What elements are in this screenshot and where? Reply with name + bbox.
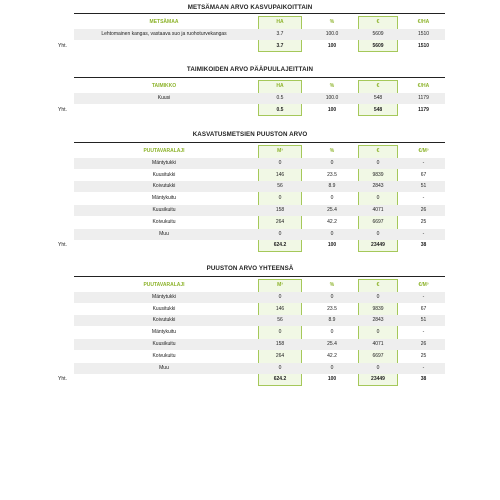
cell-value: 1510 [417, 30, 430, 37]
table-row [74, 292, 445, 303]
cell-value: - [422, 293, 425, 300]
cell-value: 548 [373, 94, 383, 101]
cell-value: - [422, 230, 425, 237]
cell-value: 264 [275, 352, 285, 359]
cell-value: 8.9 [328, 183, 336, 190]
row-label: Koivutukki [152, 317, 176, 324]
cell-value: 548 [373, 106, 383, 113]
section-rule [74, 276, 445, 277]
cell-value: HA [276, 19, 284, 25]
cell-value: 0 [330, 159, 334, 166]
row-label: PUUTAVARALAJI [143, 148, 185, 154]
cell-value: 23449 [371, 376, 385, 383]
cell-value: 100 [327, 376, 337, 383]
row-label: Lehtomainen kangas, vastaava suo ja ruohoturvekangas [101, 30, 227, 37]
table-header [74, 17, 445, 28]
cell-value: 0 [278, 230, 282, 237]
row-label [74, 374, 254, 385]
cell-value: % [329, 148, 335, 154]
cell-value: €/M³ [418, 282, 429, 288]
cell-value: € [376, 282, 380, 288]
cell-value: 5609 [372, 42, 384, 49]
cell-value: €/M³ [418, 148, 429, 154]
cell-value: 0 [376, 364, 380, 371]
cell-value: €/HA [417, 19, 430, 25]
cell-value: 0 [376, 195, 380, 202]
cell-value: 0 [376, 159, 380, 166]
table-header [74, 146, 445, 157]
table-row [74, 304, 445, 315]
table-row [74, 170, 445, 181]
table-row [74, 193, 445, 204]
cell-value: 6697 [372, 218, 384, 225]
total-label: Yht. [58, 42, 67, 49]
section-title: PUUSTON ARVO YHTEENSÄ [206, 265, 294, 272]
cell-value: 23449 [371, 242, 385, 249]
cell-value: 2843 [372, 317, 384, 324]
cell-value: 0 [278, 159, 282, 166]
cell-value: 4071 [372, 341, 384, 347]
row-label: Muu [159, 230, 169, 237]
table-row [74, 205, 445, 216]
cell-value: 25.4 [327, 207, 337, 213]
row-label: Mäntytukki [152, 159, 176, 166]
cell-value: 5609 [372, 30, 384, 37]
total-label: Yht. [58, 242, 67, 249]
cell-value: M³ [277, 148, 283, 154]
cell-value: 42.2 [327, 352, 337, 359]
cell-value: 56 [277, 317, 283, 324]
total-row [74, 105, 445, 116]
section-title: KASVATUSMETSIEN PUUSTON ARVO [192, 131, 308, 138]
cell-value: 38 [420, 242, 427, 249]
cell-value: 26 [420, 207, 427, 213]
cell-value: 25.4 [327, 341, 337, 347]
row-label: Kuusi [157, 94, 171, 101]
cell-value: 3.7 [276, 30, 284, 37]
table-row [74, 351, 445, 362]
table-row [74, 158, 445, 169]
cell-value: % [329, 83, 335, 89]
cell-value: 9839 [372, 305, 384, 312]
table-header [74, 81, 445, 92]
row-label [74, 240, 254, 251]
cell-value: 624.2 [273, 242, 287, 249]
cell-value: 51 [420, 317, 427, 324]
table-row [74, 229, 445, 240]
row-label: PUUTAVARALAJI [143, 282, 185, 288]
cell-value: 0 [376, 329, 380, 336]
row-label [74, 105, 254, 116]
cell-value: - [422, 159, 425, 166]
cell-value: 67 [420, 171, 427, 178]
cell-value: 0 [330, 293, 334, 300]
row-label: TAIMIKKO [151, 83, 177, 89]
cell-value: 23.5 [327, 305, 337, 312]
cell-value: 23.5 [327, 171, 337, 178]
section-title: TAIMIKOIDEN ARVO PÄÄPUULAJEITTAIN [186, 66, 314, 73]
cell-value: 0 [278, 195, 282, 202]
cell-value: 0 [330, 329, 334, 336]
cell-value: 100.0 [325, 30, 339, 37]
cell-value: € [376, 19, 380, 25]
cell-value: 67 [420, 305, 427, 312]
row-label: Kuusikuitu [152, 341, 176, 347]
row-label: Mäntytukki [152, 293, 176, 300]
cell-value: % [329, 282, 335, 288]
cell-value: - [422, 195, 425, 202]
cell-value: €/HA [417, 83, 430, 89]
cell-value: 0.5 [276, 94, 284, 101]
cell-value: 0.5 [276, 106, 284, 113]
cell-value: 4071 [372, 207, 384, 213]
section-title: METSÄMAAN ARVO KASVUPAIKOITTAIN [187, 4, 313, 11]
cell-value: 26 [420, 341, 427, 347]
cell-value: € [376, 83, 380, 89]
table-row [74, 93, 445, 104]
cell-value: 6697 [372, 352, 384, 359]
cell-value: 0 [278, 329, 282, 336]
total-row [74, 374, 445, 385]
cell-value: 146 [275, 305, 285, 312]
section-rule [74, 77, 445, 78]
total-label: Yht. [58, 106, 67, 113]
section-rule [74, 142, 445, 143]
row-label: METSÄMAA [149, 19, 179, 25]
table-row [74, 315, 445, 326]
cell-value: 1179 [418, 94, 429, 101]
table-header [74, 280, 445, 291]
cell-value: 158 [275, 341, 285, 347]
cell-value: 264 [275, 218, 285, 225]
cell-value: 56 [277, 183, 283, 190]
table-row [74, 339, 445, 350]
table-row [74, 29, 445, 40]
cell-value: 100 [327, 106, 337, 113]
cell-value: 9839 [372, 171, 384, 178]
row-label: Kuusitukki [152, 305, 176, 312]
cell-value: 38 [420, 376, 427, 383]
cell-value: 100 [327, 242, 337, 249]
cell-value: 25 [420, 352, 427, 359]
table-row [74, 181, 445, 192]
cell-value: 158 [275, 207, 285, 213]
cell-value: 0 [376, 230, 380, 237]
cell-value: 100 [327, 42, 337, 49]
row-label: Mäntykuitu [151, 329, 177, 336]
cell-value: 0 [278, 364, 282, 371]
cell-value: - [422, 329, 425, 336]
cell-value: M³ [277, 282, 283, 288]
cell-value: € [376, 148, 380, 154]
total-row [74, 240, 445, 251]
cell-value: 100.0 [325, 94, 339, 101]
cell-value: 0 [278, 293, 282, 300]
cell-value: 0 [330, 364, 334, 371]
cell-value: 8.9 [328, 317, 336, 324]
cell-value: - [422, 364, 425, 371]
row-label [74, 41, 254, 52]
row-label: Kuusitukki [152, 171, 176, 178]
cell-value: 1179 [418, 106, 429, 113]
row-label: Koivukuitu [152, 352, 176, 359]
row-label: Koivutukki [152, 183, 176, 190]
cell-value: % [329, 19, 335, 25]
cell-value: 1510 [417, 42, 430, 49]
cell-value: 3.7 [276, 42, 284, 49]
cell-value: 42.2 [327, 218, 337, 225]
total-label: Yht. [58, 376, 67, 383]
cell-value: 624.2 [273, 376, 287, 383]
cell-value: HA [276, 83, 284, 89]
cell-value: 0 [330, 195, 334, 202]
cell-value: 25 [420, 218, 427, 225]
row-label: Mäntykuitu [151, 195, 177, 202]
cell-value: 51 [420, 183, 427, 190]
table-row [74, 327, 445, 338]
cell-value: 0 [376, 293, 380, 300]
cell-value: 0 [330, 230, 334, 237]
table-row [74, 217, 445, 228]
row-label: Koivukuitu [152, 218, 176, 225]
row-label: Muu [159, 364, 169, 371]
total-row [74, 41, 445, 52]
cell-value: 2843 [372, 183, 384, 190]
cell-value: 146 [275, 171, 285, 178]
table-row [74, 363, 445, 374]
section-rule [74, 13, 445, 14]
row-label: Kuusikuitu [152, 207, 176, 213]
